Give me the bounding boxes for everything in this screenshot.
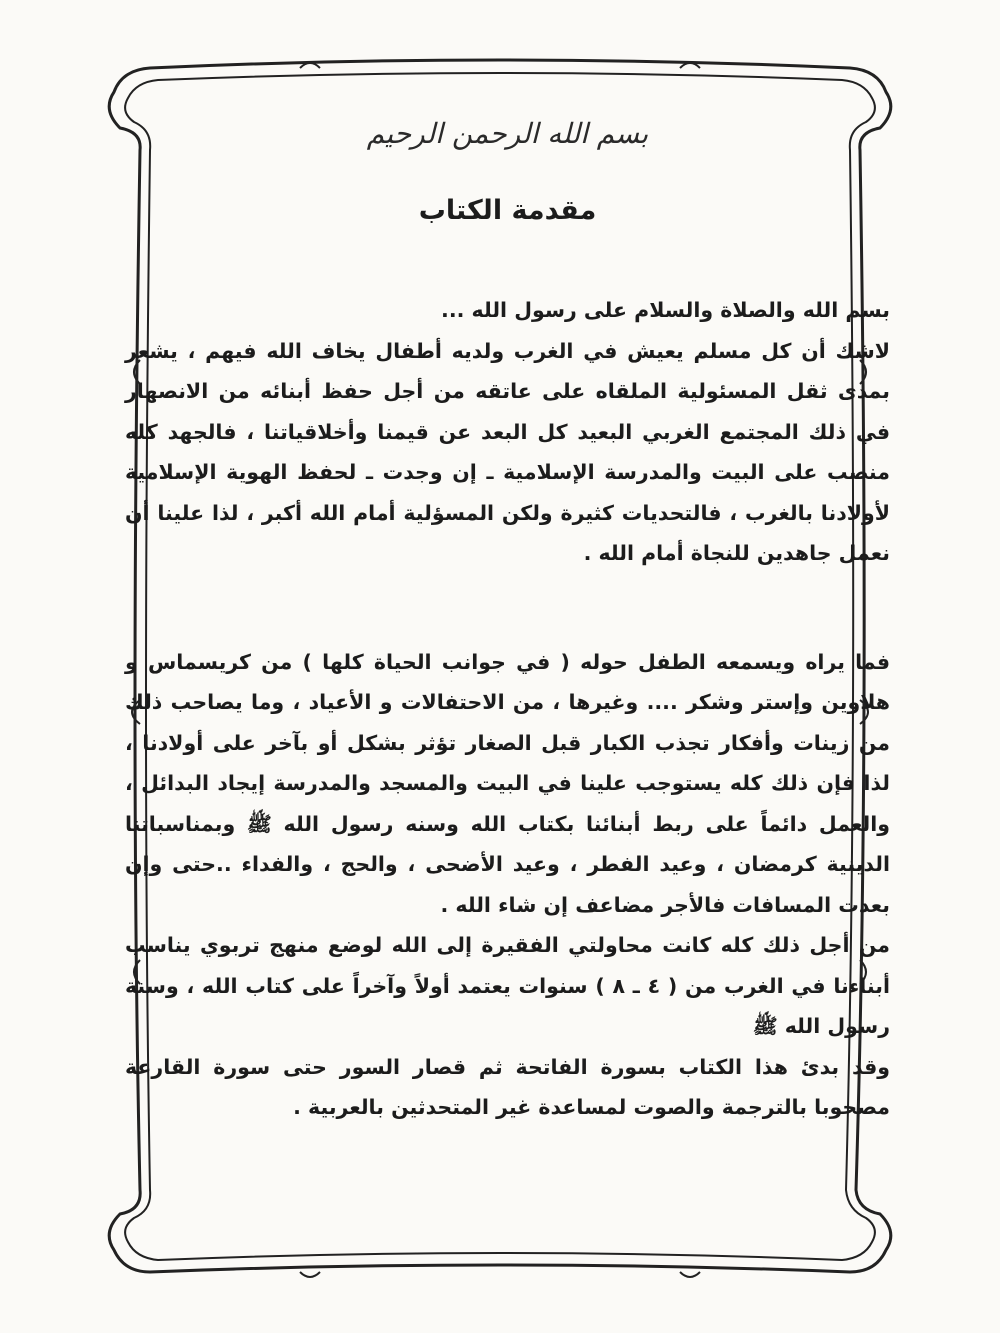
paragraph-intro: لاشك أن كل مسلم يعيش في الغرب ولديه أطفال يخاف الله فيهم ، يشعر بمدى ثقل المسئولية الملقاه على عاتقه من أجل حفظ أبنائه من الانصهار في ذلك المجتمع الغربي البعيد كل البعد عن قيمنا وأخلاقياتنا ، فالجهد كله منصب على البيت والمدرسة الإسلامية ـ إن وجدت ـ لحفظ الهوية الإسلامية لأولادنا بالغرب ، فالتحديات كثيرة ولكن المسؤلية أمام الله أكبر ، لذا علينا أن نعمل جاهدين للنجاة أمام الله . xyxy=(125,338,890,565)
paragraph-celebrations: فما يراه ويسمعه الطفل حوله ( في جوانب الحياة كلها ) من كريسماس و هلاوين وإستر وشكر .... وغيرها ، من الاحتفالات و الأعياد ، وما يصاحب ذلك من زينات وأفكار تجذب الكبار قبل الصغار تؤثر بشكل أو بآخر على أولادنا ، لذا فإن ذلك كله يستوجب علينا في البيت والمسجد والمدرسة إيجاد البدائل ، والعمل دائماً على ربط أبنائنا بكتاب الله وسنه رسول الله ﷺ وبمناسباتنا الدينية كرمضان ، وعيد الفطر ، وعيد الأضحى ، والحج ، والفداء ..حتى وإن بعدت المسافات فالأجر مضاعف إن شاء الله . xyxy=(125,649,890,917)
page-title: مقدمة الكتاب xyxy=(418,195,597,226)
body-text xyxy=(125,290,890,1128)
paragraph-purpose: من أجل ذلك كله كانت محاولتي الفقيرة إلى الله لوضع منهج تربوي يناسب أبناءنا في الغرب من ( ٤ ـ ٨ ) سنوات يعتمد أولاً وآخراً على كتاب الله ، وسنة رسول الله ﷺ xyxy=(125,933,891,1038)
basmala-calligraphy: بسم الله الرحمن الرحيم xyxy=(366,117,649,150)
page-content xyxy=(125,95,890,1155)
opening-line: بسم الله والصلاة والسلام على رسول الله ... xyxy=(441,298,890,322)
paragraph-gap xyxy=(125,574,890,642)
paragraph-book-contents: وقد بدئ هذا الكتاب بسورة الفاتحة ثم قصار السور حتى سورة القارعة مصحوبا بالترجمة والصوت لمساعدة غير المتحدثين بالعربية . xyxy=(125,1054,890,1119)
